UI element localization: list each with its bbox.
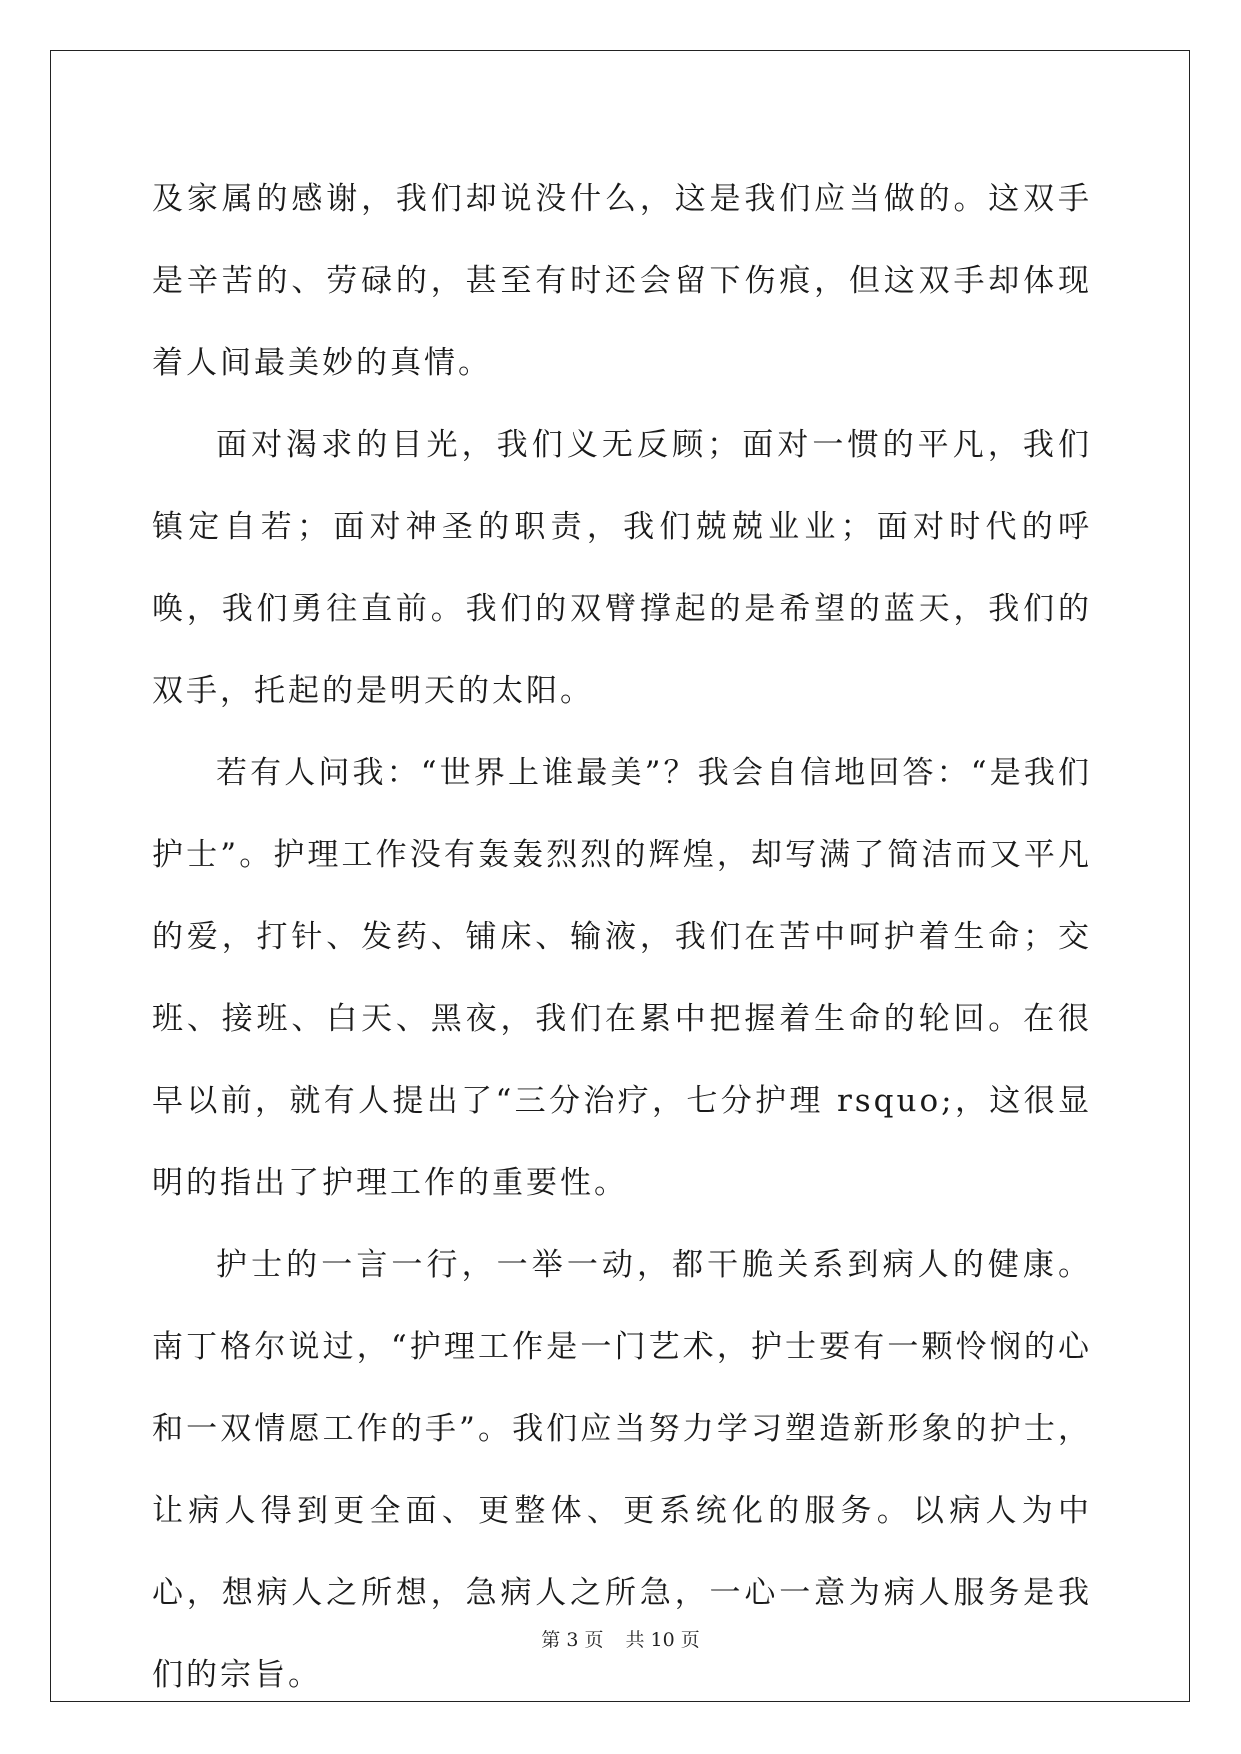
page-total: 共 10 页	[625, 1629, 700, 1651]
document-body	[152, 158, 1092, 1716]
paragraph-1: 及家属的感谢，我们却说没什么，这是我们应当做的。这双手是辛苦的、劳碌的，甚至有时还会留下伤痕，但这双手却体现着人间最美妙的真情。	[152, 181, 1092, 381]
paragraph-4: 护士的一言一行，一举一动，都干脆关系到病人的健康。南丁格尔说过，“护理工作是一门艺术，护士要有一颗怜悯的心和一双情愿工作的手”。我们应当努力学习塑造新形象的护士，让病人得到更全面、更整体、更系统化的服务。以病人为中心，想病人之所想，急病人之所急，一心一意为病人服务是我们的宗旨。	[152, 1247, 1092, 1693]
paragraph-3: 若有人问我：“世界上谁最美”？我会自信地回答：“是我们护士”。护理工作没有轰轰烈烈的辉煌，却写满了简洁而又平凡的爱，打针、发药、铺床、输液，我们在苦中呵护着生命；交班、接班、白天、黑夜，我们在累中把握着生命的轮回。在很早以前，就有人提出了“三分治疗，七分护理 rsquo;，这很显明的指出了护理工作的重要性。	[152, 755, 1092, 1201]
page-footer	[0, 1625, 1241, 1652]
paragraph-2: 面对渴求的目光，我们义无反顾；面对一惯的平凡，我们镇定自若；面对神圣的职责，我们兢兢业业；面对时代的呼唤，我们勇往直前。我们的双臂撑起的是希望的蓝天，我们的双手，托起的是明天的太阳。	[152, 427, 1092, 709]
page-number: 第 3 页	[541, 1629, 604, 1651]
